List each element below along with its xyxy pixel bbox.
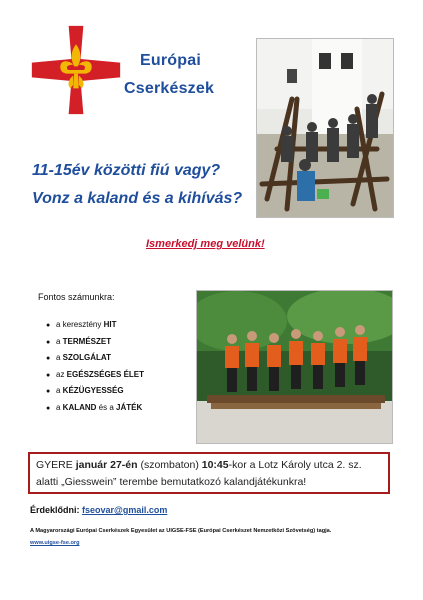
footer-website-link[interactable]: www.uigse-fse.org — [30, 540, 80, 546]
list-item: ● a SZOLGÁLAT — [46, 353, 111, 362]
invite-text: Ismerkedj meg velünk! — [146, 238, 265, 250]
raft-scouts-photo — [196, 290, 393, 444]
org-name-line2: Cserkészek — [124, 80, 215, 97]
list-item: ● a KÉZÜGYESSÉG — [46, 386, 124, 395]
contact-line — [30, 505, 167, 515]
headline-question-2: Vonz a kaland és a kihívás? — [32, 190, 243, 207]
headline-question-1: 11-15év közötti fiú vagy? — [32, 162, 221, 179]
list-item: ● a keresztény HIT — [46, 320, 117, 329]
european-scouts-logo — [30, 24, 122, 116]
values-list — [46, 317, 144, 416]
contact-email-link[interactable]: fseovar@gmail.com — [82, 505, 168, 515]
contact-label: Érdeklődni: — [30, 505, 80, 515]
event-box: GYERE január 27-én (szombaton) 10:45-kor a Lotz Károly utca 2. sz. alatti „Giesswein” terembe bemutatkozó kalandjátékunkra! — [28, 452, 390, 494]
footer-text: A Magyarországi Európai Cserkészek Egyesület az UIGSE-FSE (Európai Cserkészet Nemzetközi Szövetség) tagja. — [30, 528, 332, 534]
values-title: Fontos számunkra: — [38, 292, 115, 302]
list-item: ● a KALAND és a JÁTÉK — [46, 402, 143, 412]
org-name-line1: Európai — [140, 52, 201, 69]
list-item: ● az EGÉSZSÉGES ÉLET — [46, 369, 145, 379]
scouts-group-photo — [256, 38, 394, 218]
list-item: ● a TERMÉSZET — [46, 336, 112, 346]
